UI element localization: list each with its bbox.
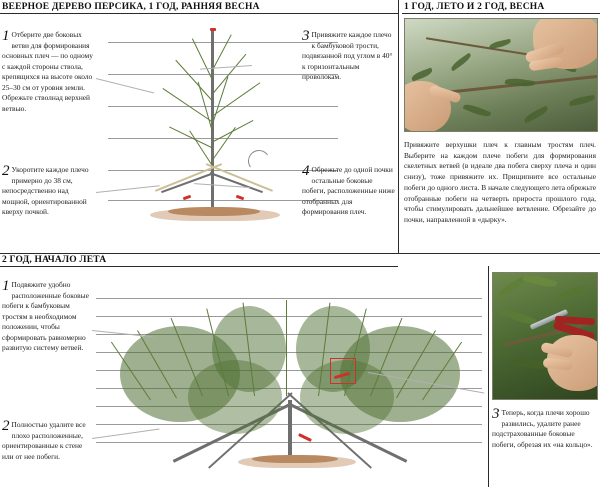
red-cut-mark-icon xyxy=(210,28,216,31)
note-number: 3 xyxy=(302,28,310,44)
tree-trunk xyxy=(288,400,292,462)
note-number: 2 xyxy=(2,418,10,434)
section-title-top-right: 1 ГОД, ЛЕТО И 2 ГОД, ВЕСНА xyxy=(404,2,545,12)
note-text: Полностью удалите все плохо расположенные, ориентированные к стене или от нее побеги. xyxy=(2,420,86,461)
note-text: Привяжите каждое плечо к бамбуковой трости, подвязанной под углом в 40° к горизонтальным проволокам. xyxy=(302,30,393,82)
rule-top-right xyxy=(402,13,600,14)
photo-tying-shoots xyxy=(404,18,598,132)
note-1 xyxy=(2,30,94,114)
soil-mound xyxy=(168,207,260,216)
main-arm-left xyxy=(161,172,214,193)
note-text: Теперь, когда плечи хорошо развились, удалите ранее подстрахованные боковые побеги, обрезая их «на кольцо». xyxy=(492,408,593,449)
note-bottom-1 xyxy=(2,280,92,354)
note-text: Подвяжите удобно расположенные боковые побеги к бамбуковым тростям в необходимом положении, чтобы сформировать равномерно развитую систему ветвей. xyxy=(2,280,89,353)
branch xyxy=(212,127,236,160)
note-number: 3 xyxy=(492,406,500,422)
note-text: Отберите две боковых ветви для формирования основных плеч — по одному с каждой стороны ствола, крепящихся на высоте около 25–30 см от уровня земли. Обрежьте стволнад верхней ветвью. xyxy=(2,30,93,113)
support-wire xyxy=(108,138,338,139)
note-3 xyxy=(302,30,394,83)
branch xyxy=(175,60,213,102)
note-number: 4 xyxy=(302,163,310,179)
page-title: ВЕЕРНОЕ ДЕРЕВО ПЕРСИКА, 1 ГОД, РАННЯЯ ВЕСНА xyxy=(2,2,260,12)
note-2 xyxy=(2,165,94,218)
section-title-bottom-left: 2 ГОД, НАЧАЛО ЛЕТА xyxy=(2,255,107,265)
support-wire xyxy=(96,298,482,299)
branch xyxy=(212,34,232,70)
note-number: 1 xyxy=(2,278,10,294)
rule-vertical-upper xyxy=(398,0,399,253)
leader-line-icon xyxy=(92,429,159,439)
rule-top-left xyxy=(0,13,398,14)
branch xyxy=(189,131,213,167)
note-4 xyxy=(302,165,396,218)
leader-line-icon xyxy=(96,78,154,93)
selection-box xyxy=(330,358,356,384)
leader-line-icon xyxy=(96,185,160,193)
rule-middle xyxy=(0,253,600,254)
rule-vertical-lower xyxy=(488,266,489,487)
note-text: Обрежьте до одной почки остальные боковые побеги, расположенные ниже отобранных для формирования плеч. xyxy=(302,165,395,217)
soil-mound xyxy=(252,455,338,463)
note-bottom-2 xyxy=(2,420,92,462)
leader-line-icon xyxy=(200,65,252,70)
rule-bottom-left xyxy=(0,266,398,267)
shoot xyxy=(286,300,287,396)
note-bottom-3 xyxy=(492,408,596,450)
note-number: 2 xyxy=(2,163,10,179)
paragraph-year1-summer: Привяжите верхушки плеч к главным тростям плеч. Выберите на каждом плече побеги для формирования скелетных ветвей (в идеале два побега сверху плеча и один снизу), тоже привяжите их. Прищипните все остальные побеги до одного листа. В начале следующего лета обрежьте отобранные побеги на четверть прироста прошлого года, чтобы стимулировать дальнейшее ветвление. Обрезайте до почки, направленной в «дырку». xyxy=(404,140,596,225)
note-number: 1 xyxy=(2,28,10,44)
red-cut-mark-icon xyxy=(298,433,312,442)
photo-pruning-secateurs xyxy=(492,272,598,400)
foliage xyxy=(188,360,282,434)
support-wire xyxy=(96,316,482,317)
note-text: Укоротите каждое плечо примерно до 38 см, непосредственно над мощной, ориентированной кверху почкой. xyxy=(2,165,89,217)
